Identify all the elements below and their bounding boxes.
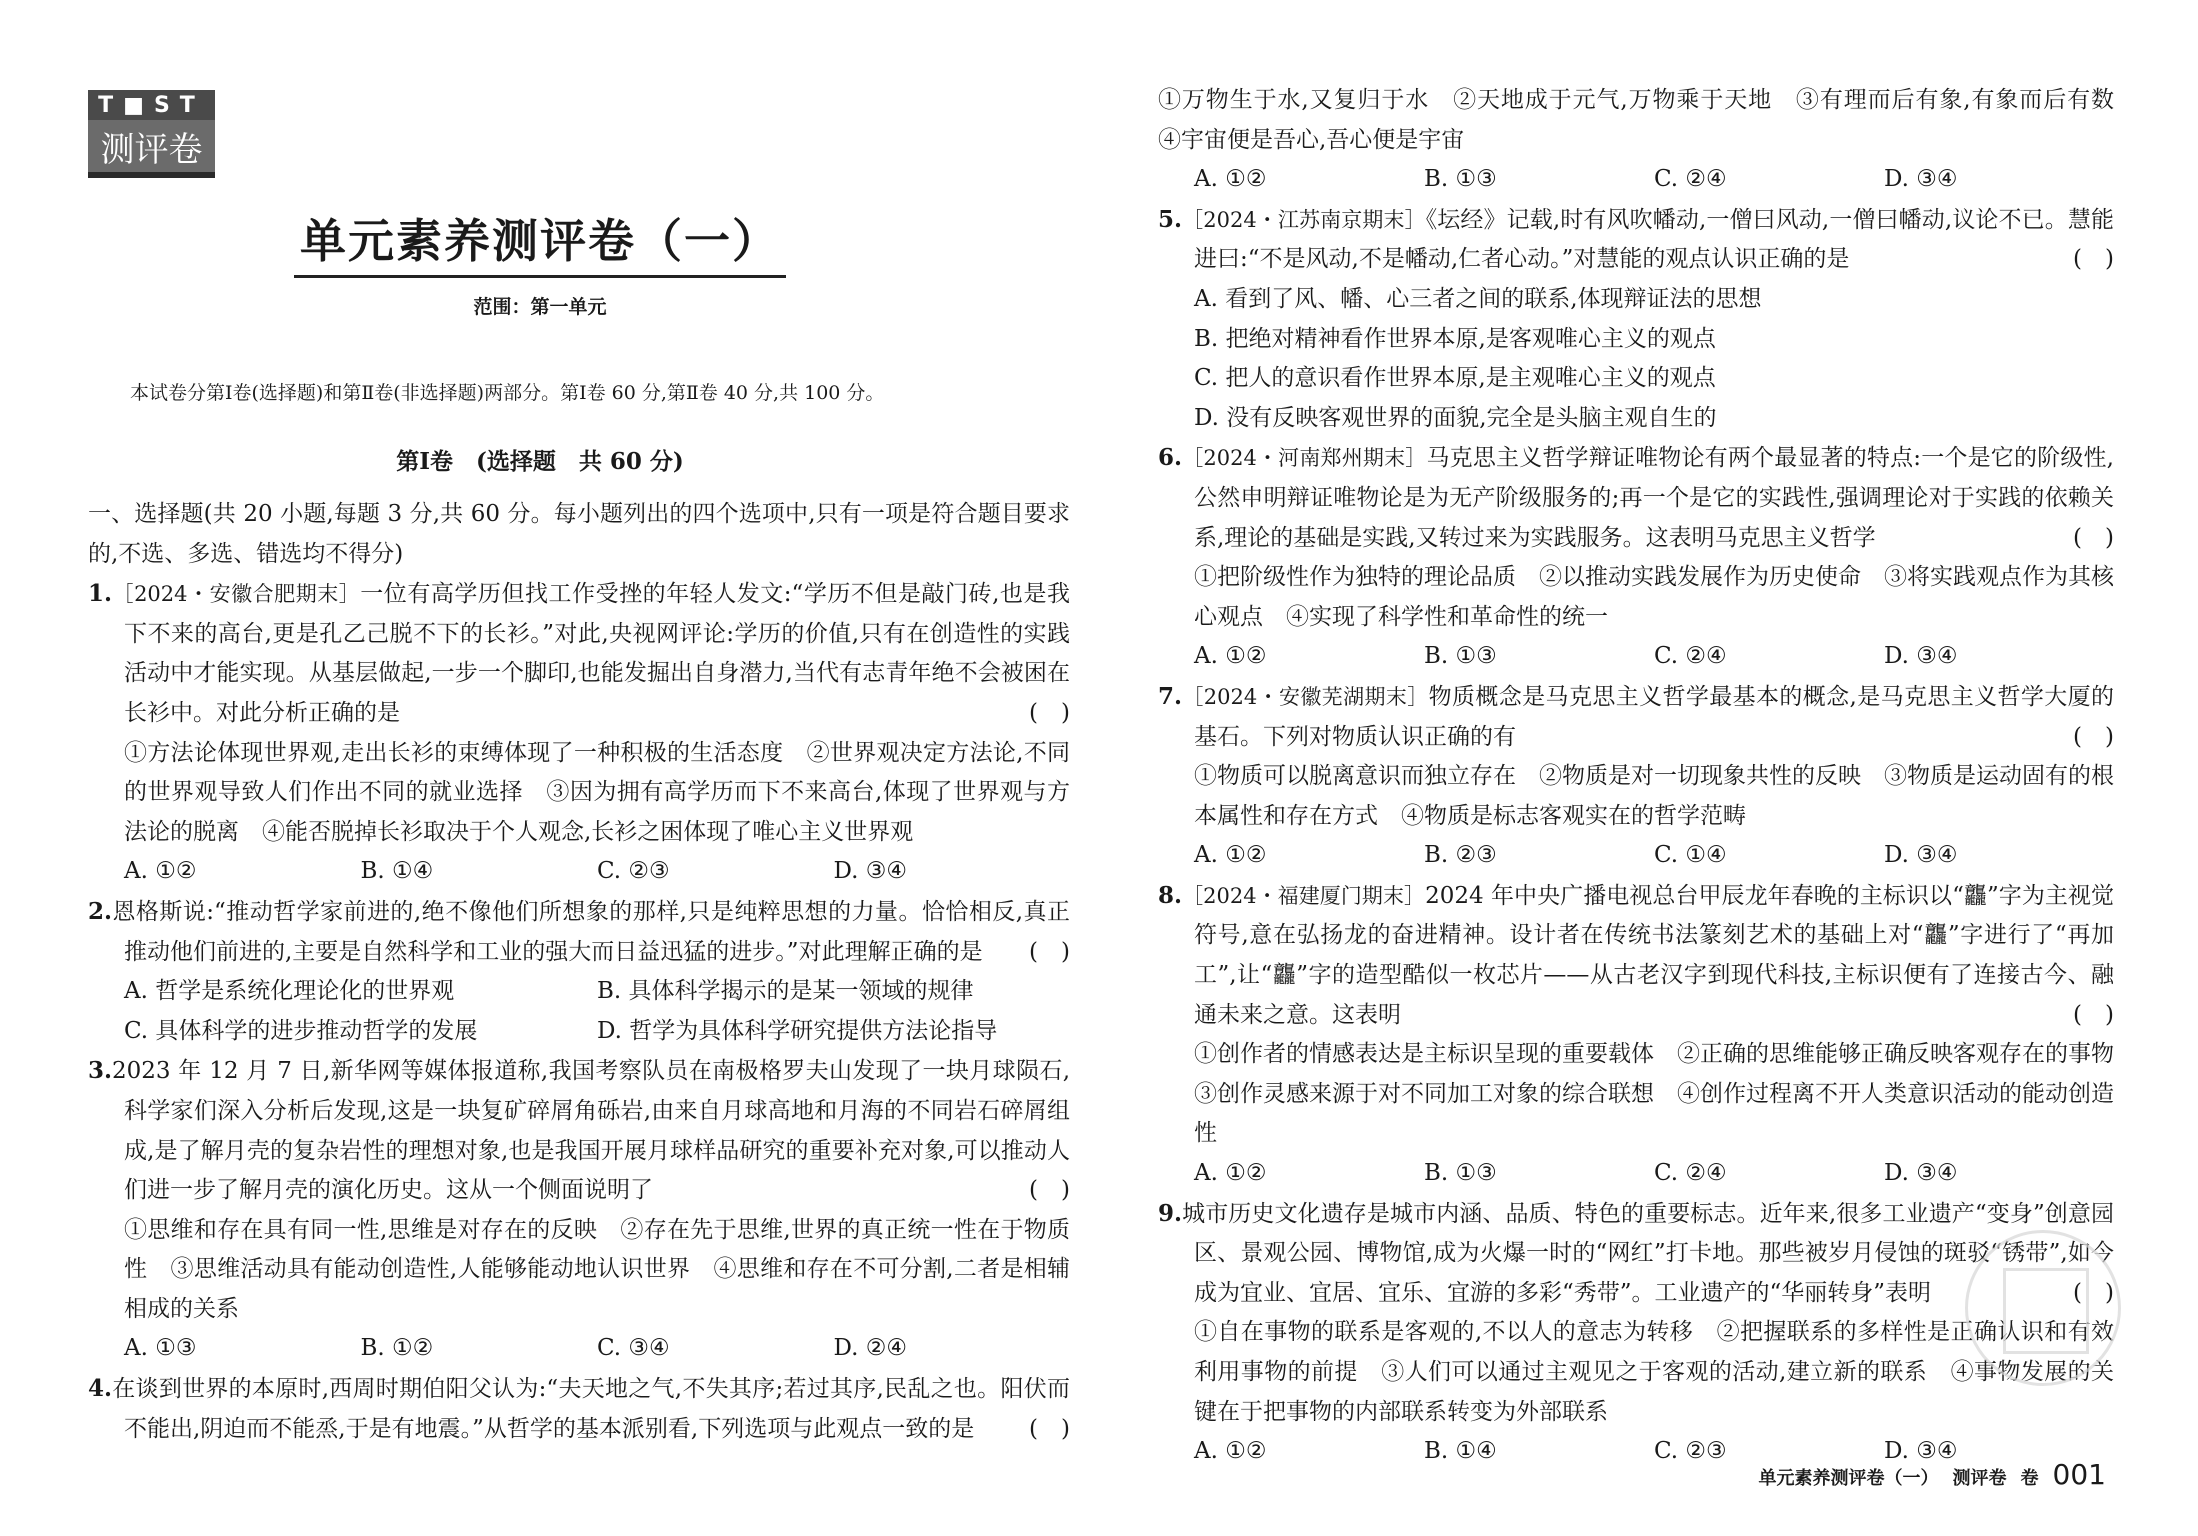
option-d: D. ③④ (1884, 1160, 1958, 1187)
option-b: B. ①③ (1424, 166, 1497, 193)
question-7 (1158, 677, 2114, 876)
option-b: B. ①④ (360, 858, 434, 885)
footer-title: 单元素养测评卷（一） (1758, 1468, 1939, 1489)
scope-text: 范围：第一单元 (473, 296, 607, 318)
question-source: ［2024・江苏南京期末］ (1182, 207, 1426, 232)
question-number: 5. (1158, 205, 1183, 233)
question-source: ［2024・安徽合肥期末］ (112, 582, 361, 607)
option-c: C. ②④ (1654, 1160, 1727, 1187)
question-stem (1158, 200, 2114, 280)
question-text: 2024 年中央广播电视总台甲辰龙年春晚的主标识以“龘”字为主视觉符号,意在弘扬龙的奋进精神。设计者在传统书法篆刻艺术的基础上对“龘”字进行了“再加工”,让“龘”字的造型酷似一枚芯片——从古老汉字到现代科技,主标识便有了连接古今、融通未来之意。这表明 (1194, 882, 2114, 1028)
question-text: 物质概念是马克思主义哲学最基本的概念,是马克思主义哲学大厦的基石。下列对物质认识正确的有 (1194, 683, 2115, 750)
question-items: ①物质可以脱离意识而独立存在 ②物质是对一切现象共性的反映 ③物质是运动固有的根本属性和存在方式 ④物质是标志客观实在的哲学范畴 (1194, 763, 2114, 829)
option-b: B. ①④ (1424, 1438, 1497, 1465)
question-items: ①把阶级性作为独特的理论品质 ②以推动实践发展作为历史使命 ③将实践观点作为其核心观点 ④实现了科学性和革命性的统一 (1194, 564, 2114, 630)
question-text: 《坛经》记载,时有风吹幡动,一僧曰风动,一僧曰幡动,议论不已。慧能进曰:“不是风动,不是幡动,仁者心动。”对慧能的观点认识正确的是 (1194, 206, 2114, 273)
answer-bracket: ( ) (2073, 1279, 2114, 1306)
question-stem (88, 1369, 1070, 1449)
footer-volume: 卷 (2020, 1468, 2039, 1489)
question-stem (1158, 438, 2114, 558)
question-stem (1158, 677, 2114, 757)
answer-bracket: ( ) (1029, 699, 1070, 726)
question-stem (88, 1051, 1070, 1210)
option-c: C. ③④ (597, 1335, 670, 1362)
option-a: A. ①② (124, 858, 197, 885)
question-items: ①思维和存在具有同一性,思维是对存在的反映 ②存在先于思维,世界的真正统一性在于物质性 ③思维活动具有能动创造性,人能够能动地认识世界 ④思维和存在不可分割,二者是相辅相成的关系 (124, 1216, 1070, 1322)
watermark-stamp (1965, 1230, 2121, 1386)
question-number: 9. (1158, 1199, 1183, 1227)
question-1 (88, 574, 1070, 892)
question-stem (88, 892, 1070, 972)
option-b: B. ②③ (1424, 842, 1497, 869)
question-source: ［2024・福建厦门期末］ (1182, 883, 1426, 908)
question-3 (88, 1051, 1070, 1369)
question-source: ［2024・安徽芜湖期末］ (1182, 684, 1429, 709)
right-column (1158, 81, 2137, 1472)
page-number: 001 (2052, 1458, 2106, 1491)
option-c: C. ①④ (1654, 842, 1727, 869)
question-5 (1158, 200, 2114, 439)
option-a: A. 哲学是系统化理论化的世界观 (124, 978, 455, 1005)
question-text: 2023 年 12 月 7 日,新华网等媒体报道称,我国考察队员在南极格罗夫山发现了一块月球陨石,科学家们深入分析后发现,这是一块复矿碎屑角砾岩,由来自月球高地和月海的不同岩石碎屑组成,是了解月壳的复杂岩性的理想对象,也是我国开展月球样品研究的重要补充对象,可以推动人们进一步了解月壳的演化历史。这从一个侧面说明了 (112, 1058, 1070, 1204)
question-number: 3. (88, 1057, 113, 1085)
option-a: A. ①② (1194, 643, 1267, 670)
options-row (88, 1329, 1070, 1369)
page-footer (1759, 1458, 2106, 1491)
question-items: ①自在事物的联系是客观的,不以人的意志为转移 ②把握联系的多样性是正确认识和有效利用事物的前提 ③人们可以通过主观见之于客观的活动,建立新的联系 ④事物发展的关键在于把事物的内部联系转变为外部联系 (1194, 1319, 2114, 1425)
option-d: D. 哲学为具体科学研究提供方法论指导 (597, 1017, 998, 1044)
options-row (88, 1012, 1070, 1052)
option-d: D. ③④ (1884, 842, 1958, 869)
logo-test-text: T■ST (88, 90, 215, 120)
footer-label: 测评卷 (1952, 1468, 2007, 1489)
question-text: 马克思主义哲学辩证唯物论有两个最显著的特点:一个是它的阶级性,公然申明辩证唯物论是为无产阶级服务的;再一个是它的实践性,强调理论对于实践的依赖关系,理论的基础是实践,又转过来为实践服务。这表明马克思主义哲学 (1194, 445, 2114, 551)
option-c: C. 具体科学的进步推动哲学的发展 (124, 1017, 478, 1044)
option-c: C. ②④ (1654, 166, 1727, 193)
options-row (88, 972, 1070, 1012)
section-heading: 第Ⅰ卷 (选择题 共 60 分) (396, 448, 684, 475)
question-number: 6. (1158, 444, 1183, 472)
left-column (88, 495, 1070, 1449)
question-text: 城市历史文化遗存是城市内涵、品质、特色的重要标志。近年来,很多工业遗产“变身”创意园区、景观公园、博物馆,成为火爆一时的“网红”打卡地。那些被岁月侵蚀的斑驳“锈带”,如今成为宜业、宜居、宜乐、宜游的多彩“秀带”。工业遗产的“华丽转身”表明 (1182, 1200, 2114, 1306)
option-c: C. ②③ (597, 858, 670, 885)
question-number: 1. (88, 580, 113, 608)
question-text: 恩格斯说:“推动哲学家前进的,绝不像他们所想象的那样,只是纯粹思想的力量。恰恰相反,真正推动他们前进的,主要是自然科学和工业的强大而日益迅猛的进步。”对此理解正确的是 (112, 898, 1070, 965)
option-a: A. ①② (1194, 842, 1267, 869)
question-stem (1158, 876, 2114, 1035)
answer-bracket: ( ) (1029, 938, 1070, 965)
option-c: C. ②③ (1654, 1438, 1727, 1465)
option-c: C. 把人的意识看作世界本原,是主观唯心主义的观点 (1194, 365, 1716, 392)
options-row (1158, 836, 2114, 876)
option-d: D. ③④ (1884, 1438, 1958, 1465)
question-stem (88, 574, 1070, 733)
option-d: D. ③④ (1884, 166, 1958, 193)
answer-bracket: ( ) (2073, 723, 2114, 750)
options-row (1158, 1154, 2114, 1194)
question-items: ①创作者的情感表达是主标识呈现的重要载体 ②正确的思维能够正确反映客观存在的事物 ③创作灵感来源于对不同加工对象的综合联想 ④创作过程离不开人类意识活动的能动创造性 (1194, 1041, 2137, 1147)
page-title: 单元素养测评卷（一） (294, 205, 786, 278)
question-items: ①方法论体现世界观,走出长衫的束缚体现了一种积极的生活态度 ②世界观决定方法论,不同的世界观导致人们作出不同的就业选择 ③因为拥有高学历而下不来高台,体现了世界观与方法论的脱离 ④能否脱掉长衫取决于个人观念,长衫之困体现了唯心主义世界观 (124, 739, 1070, 845)
option-a: A. ①② (1194, 1160, 1267, 1187)
question-number: 4. (88, 1375, 113, 1403)
options-row (1158, 637, 2114, 677)
option-b: B. ①③ (1424, 643, 1497, 670)
question-number: 2. (88, 897, 113, 925)
options-row (88, 852, 1070, 892)
instructions: 一、选择题(共 20 小题,每题 3 分,共 60 分。每小题列出的四个选项中,只有一项是符合题目要求的,不选、多选、错选均不得分) (88, 501, 1070, 567)
answer-bracket: ( ) (2073, 524, 2114, 551)
option-a: A. 看到了风、幡、心三者之间的联系,体现辩证法的思想 (1194, 285, 1762, 312)
question-number: 8. (1158, 881, 1183, 909)
option-d: D. ③④ (833, 858, 907, 885)
watermark-stamp-inner (2003, 1268, 2089, 1354)
question-number: 7. (1158, 682, 1183, 710)
question-8 (1158, 876, 2137, 1194)
option-d: D. ②④ (833, 1335, 907, 1362)
question-text: 在谈到世界的本原时,西周时期伯阳父认为:“夫天地之气,不失其序;若过其序,民乱之也。阳伏而不能出,阴迫而不能烝,于是有地震。”从哲学的基本派别看,下列选项与此观点一致的是 (112, 1376, 1070, 1442)
option-d: D. 没有反映客观世界的面貌,完全是头脑主观自生的 (1194, 404, 1717, 431)
option-b: B. 具体科学揭示的是某一领域的规律 (597, 978, 974, 1005)
question-items: ①万物生于水,又复归于水 ②天地成于元气,万物乘于天地 ③有理而后有象,有象而后有数 ④宇宙便是吾心,吾心便是宇宙 (1158, 87, 2137, 153)
option-a: A. ①③ (124, 1335, 197, 1362)
answer-bracket: ( ) (1029, 1415, 1070, 1442)
answer-bracket: ( ) (2073, 246, 2114, 273)
option-a: A. ①② (1194, 166, 1267, 193)
question-2 (88, 892, 1070, 1051)
brand-logo (88, 90, 215, 178)
option-b: B. 把绝对精神看作世界本原,是客观唯心主义的观点 (1194, 325, 1716, 352)
option-c: C. ②④ (1654, 643, 1727, 670)
title-block (0, 205, 1080, 319)
logo-label: 测评卷 (88, 120, 215, 178)
option-b: B. ①② (360, 1335, 434, 1362)
question-text: 一位有高学历但找工作受挫的年轻人发文:“学历不但是敲门砖,也是我下不来的高台,更是孔乙己脱不下的长衫。”对此,央视网评论:学历的价值,只有在创造性的实践活动中才能实现。从基层做起,一步一个脚印,也能发掘出自身潜力,当代有志青年绝不会被困在长衫中。对此分析正确的是 (124, 581, 1070, 726)
question-source: ［2024・河南郑州期末］ (1182, 446, 1427, 471)
options-row (1158, 160, 2114, 200)
answer-bracket: ( ) (2073, 1001, 2114, 1028)
option-d: D. ③④ (1884, 643, 1958, 670)
question-4-continued (1158, 81, 2137, 200)
answer-bracket: ( ) (1029, 1177, 1070, 1204)
question-6 (1158, 438, 2114, 677)
option-b: B. ①③ (1424, 1160, 1497, 1187)
question-4 (88, 1369, 1070, 1449)
option-a: A. ①② (1194, 1438, 1267, 1465)
intro-text: 本试卷分第Ⅰ卷(选择题)和第Ⅱ卷(非选择题)两部分。第Ⅰ卷 60 分,第Ⅱ卷 40 分,共 100 分。 (130, 382, 885, 404)
